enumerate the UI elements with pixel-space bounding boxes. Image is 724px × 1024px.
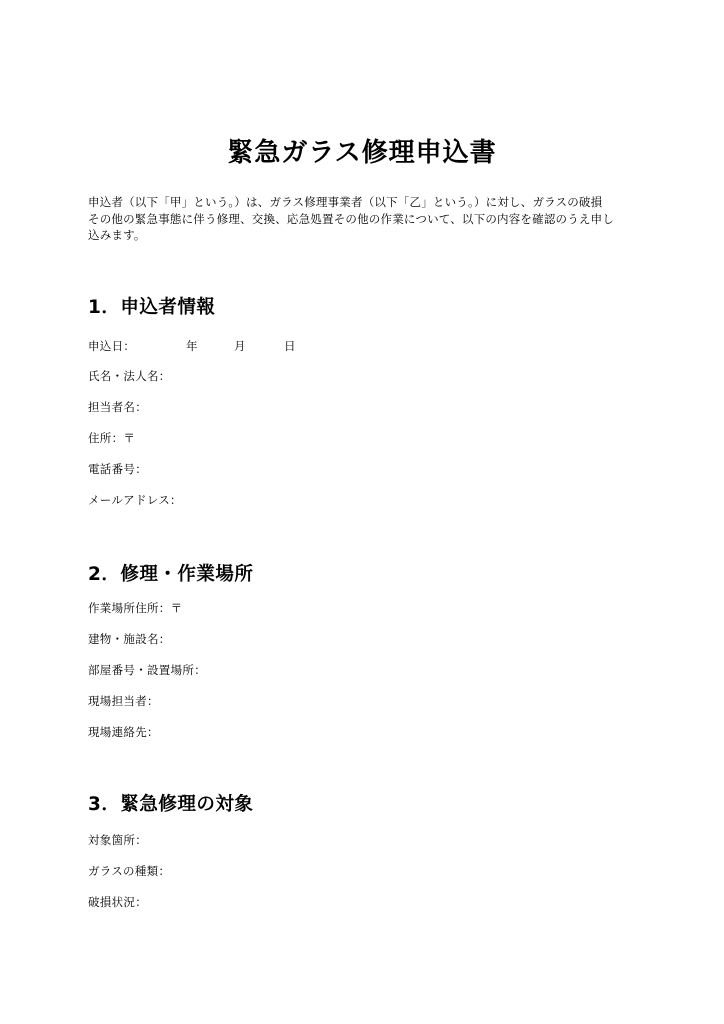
section-heading-location: 2．修理・作業場所: [88, 564, 254, 585]
field-site-contact: 現場連絡先：: [88, 725, 159, 739]
field-room-number: 部屋番号・設置場所：: [88, 663, 206, 677]
intro-paragraph: [88, 194, 648, 244]
document-title: 緊急ガラス修理申込書: [227, 138, 497, 169]
field-damage-status: 破損状況：: [88, 895, 147, 909]
field-contact-person: 担当者名：: [88, 400, 147, 414]
field-label-date: 申込日：: [88, 339, 136, 353]
field-building-name: 建物・施設名：: [88, 632, 171, 646]
field-target-location: 対象箇所：: [88, 833, 147, 847]
field-application-date: [88, 338, 388, 354]
field-site-manager: 現場担当者：: [88, 694, 159, 708]
field-name: 氏名・法人名：: [88, 369, 171, 383]
field-glass-type: ガラスの種類：: [88, 864, 171, 878]
section-heading-repair-target: 3．緊急修理の対象: [88, 794, 254, 815]
intro-line: 込みます。: [88, 228, 146, 242]
section-heading-applicant: 1．申込者情報: [88, 297, 216, 318]
date-day-label: 日: [284, 339, 296, 353]
date-month-label: 月: [234, 339, 246, 353]
field-email: メールアドレス：: [88, 493, 182, 507]
field-phone: 電話番号：: [88, 462, 147, 476]
date-year-label: 年: [186, 339, 198, 353]
intro-line: 申込者（以下「甲」という。）は、ガラス修理事業者（以下「乙」という。）に対し、ガラスの破損: [88, 195, 603, 209]
field-work-address: 作業場所住所：〒: [88, 601, 183, 615]
intro-line: その他の緊急事態に伴う修理、交換、応急処置その他の作業について、以下の内容を確認のうえ申し: [88, 211, 615, 226]
field-address: 住所：〒: [88, 431, 136, 445]
